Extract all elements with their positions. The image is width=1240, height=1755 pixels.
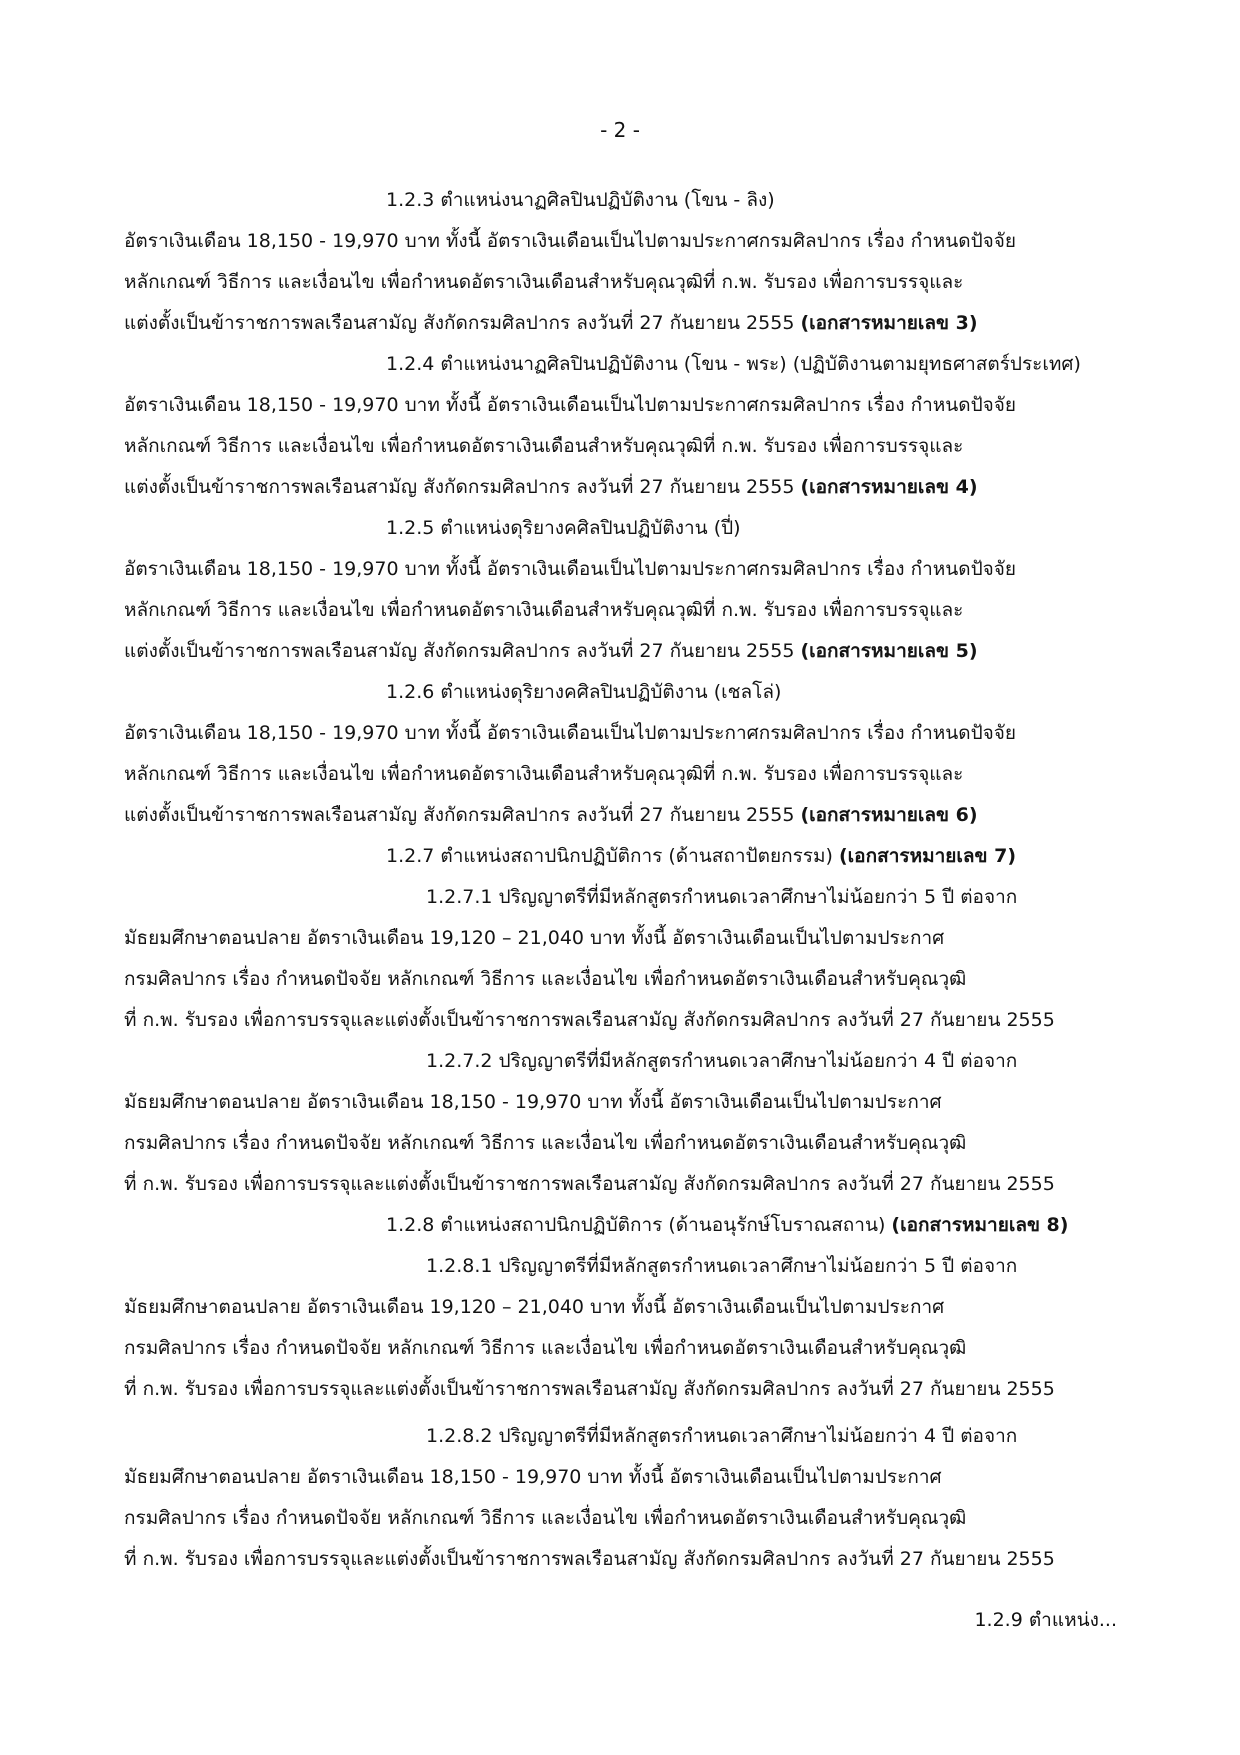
paragraph-line: หลักเกณฑ์ วิธีการ และเงื่อนไข เพื่อกำหนดอัตราเงินเดือนสำหรับคุณวุฒิที่ ก.พ. รับรอง เพื่อการบรรจุและ bbox=[124, 599, 964, 621]
paragraph-line: อัตราเงินเดือน 18,150 - 19,970 บาท ทั้งนี้ อัตราเงินเดือนเป็นไปตามประกาศกรมศิลปากร เรื่อง กำหนดปัจจัย bbox=[124, 230, 1017, 252]
paragraph-line: หลักเกณฑ์ วิธีการ และเงื่อนไข เพื่อกำหนดอัตราเงินเดือนสำหรับคุณวุฒิที่ ก.พ. รับรอง เพื่อการบรรจุและ bbox=[124, 763, 964, 785]
paragraph-line: หลักเกณฑ์ วิธีการ และเงื่อนไข เพื่อกำหนดอัตราเงินเดือนสำหรับคุณวุฒิที่ ก.พ. รับรอง เพื่อการบรรจุและ bbox=[124, 271, 964, 293]
paragraph-line: มัธยมศึกษาตอนปลาย อัตราเงินเดือน 19,120 – 21,040 บาท ทั้งนี้ อัตราเงินเดือนเป็นไปตามประกาศ bbox=[124, 927, 945, 949]
paragraph-line: กรมศิลปากร เรื่อง กำหนดปัจจัย หลักเกณฑ์ วิธีการ และเงื่อนไข เพื่อกำหนดอัตราเงินเดือนสำหรับคุณวุฒิ bbox=[124, 1507, 967, 1529]
paragraph-line: มัธยมศึกษาตอนปลาย อัตราเงินเดือน 18,150 - 19,970 บาท ทั้งนี้ อัตราเงินเดือนเป็นไปตามประกาศ bbox=[124, 1466, 942, 1488]
section-heading: 1.2.8 ตำแหน่งสถาปนิกปฏิบัติการ (ด้านอนุรักษ์โบราณสถาน) (เอกสารหมายเลข 8) bbox=[386, 1214, 1069, 1236]
document-reference: (เอกสารหมายเลข 8) bbox=[891, 1214, 1069, 1236]
continuation-note: 1.2.9 ตำแหน่ง... bbox=[974, 1609, 1117, 1631]
section-heading: 1.2.5 ตำแหน่งดุริยางคศิลปินปฏิบัติงาน (ปี่) bbox=[386, 517, 741, 539]
paragraph-line: ที่ ก.พ. รับรอง เพื่อการบรรจุและแต่งตั้งเป็นข้าราชการพลเรือนสามัญ สังกัดกรมศิลปากร ลงวันที่ 27 กันยายน 2555 bbox=[124, 1173, 1055, 1195]
paragraph-line: มัธยมศึกษาตอนปลาย อัตราเงินเดือน 19,120 – 21,040 บาท ทั้งนี้ อัตราเงินเดือนเป็นไปตามประกาศ bbox=[124, 1296, 945, 1318]
document-reference: (เอกสารหมายเลข 3) bbox=[800, 312, 978, 334]
section-heading: 1.2.6 ตำแหน่งดุริยางคศิลปินปฏิบัติงาน (เชลโล่) bbox=[386, 681, 782, 703]
paragraph-line: อัตราเงินเดือน 18,150 - 19,970 บาท ทั้งนี้ อัตราเงินเดือนเป็นไปตามประกาศกรมศิลปากร เรื่อง กำหนดปัจจัย bbox=[124, 394, 1017, 416]
paragraph-line: แต่งตั้งเป็นข้าราชการพลเรือนสามัญ สังกัดกรมศิลปากร ลงวันที่ 27 กันยายน 2555 (เอกสารหมายเลข 5) bbox=[124, 640, 978, 662]
page-number: - 2 - bbox=[600, 118, 640, 142]
paragraph-line: แต่งตั้งเป็นข้าราชการพลเรือนสามัญ สังกัดกรมศิลปากร ลงวันที่ 27 กันยายน 2555 (เอกสารหมายเลข 6) bbox=[124, 804, 978, 826]
paragraph-line: ที่ ก.พ. รับรอง เพื่อการบรรจุและแต่งตั้งเป็นข้าราชการพลเรือนสามัญ สังกัดกรมศิลปากร ลงวันที่ 27 กันยายน 2555 bbox=[124, 1009, 1055, 1031]
section-heading: 1.2.4 ตำแหน่งนาฏศิลปินปฏิบัติงาน (โขน - พระ) (ปฏิบัติงานตามยุทธศาสตร์ประเทศ) bbox=[386, 353, 1081, 375]
paragraph-line: ที่ ก.พ. รับรอง เพื่อการบรรจุและแต่งตั้งเป็นข้าราชการพลเรือนสามัญ สังกัดกรมศิลปากร ลงวันที่ 27 กันยายน 2555 bbox=[124, 1378, 1055, 1400]
paragraph-line: มัธยมศึกษาตอนปลาย อัตราเงินเดือน 18,150 - 19,970 บาท ทั้งนี้ อัตราเงินเดือนเป็นไปตามประกาศ bbox=[124, 1091, 942, 1113]
subsection-heading: 1.2.8.2 ปริญญาตรีที่มีหลักสูตรกำหนดเวลาศึกษาไม่น้อยกว่า 4 ปี ต่อจาก bbox=[426, 1425, 1018, 1447]
section-heading: 1.2.7 ตำแหน่งสถาปนิกปฏิบัติการ (ด้านสถาปัตยกรรม) (เอกสารหมายเลข 7) bbox=[386, 845, 1017, 867]
subsection-heading: 1.2.7.2 ปริญญาตรีที่มีหลักสูตรกำหนดเวลาศึกษาไม่น้อยกว่า 4 ปี ต่อจาก bbox=[426, 1050, 1018, 1072]
paragraph-line: อัตราเงินเดือน 18,150 - 19,970 บาท ทั้งนี้ อัตราเงินเดือนเป็นไปตามประกาศกรมศิลปากร เรื่อง กำหนดปัจจัย bbox=[124, 722, 1017, 744]
document-reference: (เอกสารหมายเลข 6) bbox=[800, 804, 978, 826]
section-heading: 1.2.3 ตำแหน่งนาฏศิลปินปฏิบัติงาน (โขน - ลิง) bbox=[386, 189, 775, 211]
paragraph-line: แต่งตั้งเป็นข้าราชการพลเรือนสามัญ สังกัดกรมศิลปากร ลงวันที่ 27 กันยายน 2555 (เอกสารหมายเลข 3) bbox=[124, 312, 978, 334]
paragraph-line: กรมศิลปากร เรื่อง กำหนดปัจจัย หลักเกณฑ์ วิธีการ และเงื่อนไข เพื่อกำหนดอัตราเงินเดือนสำหรับคุณวุฒิ bbox=[124, 1337, 967, 1359]
paragraph-line: ที่ ก.พ. รับรอง เพื่อการบรรจุและแต่งตั้งเป็นข้าราชการพลเรือนสามัญ สังกัดกรมศิลปากร ลงวันที่ 27 กันยายน 2555 bbox=[124, 1548, 1055, 1570]
document-reference: (เอกสารหมายเลข 4) bbox=[800, 476, 978, 498]
paragraph-line: อัตราเงินเดือน 18,150 - 19,970 บาท ทั้งนี้ อัตราเงินเดือนเป็นไปตามประกาศกรมศิลปากร เรื่อง กำหนดปัจจัย bbox=[124, 558, 1017, 580]
document-reference: (เอกสารหมายเลข 7) bbox=[839, 845, 1017, 867]
subsection-heading: 1.2.7.1 ปริญญาตรีที่มีหลักสูตรกำหนดเวลาศึกษาไม่น้อยกว่า 5 ปี ต่อจาก bbox=[426, 886, 1018, 908]
paragraph-line: กรมศิลปากร เรื่อง กำหนดปัจจัย หลักเกณฑ์ วิธีการ และเงื่อนไข เพื่อกำหนดอัตราเงินเดือนสำหรับคุณวุฒิ bbox=[124, 968, 967, 990]
paragraph-line: หลักเกณฑ์ วิธีการ และเงื่อนไข เพื่อกำหนดอัตราเงินเดือนสำหรับคุณวุฒิที่ ก.พ. รับรอง เพื่อการบรรจุและ bbox=[124, 435, 964, 457]
paragraph-line: แต่งตั้งเป็นข้าราชการพลเรือนสามัญ สังกัดกรมศิลปากร ลงวันที่ 27 กันยายน 2555 (เอกสารหมายเลข 4) bbox=[124, 476, 978, 498]
document-reference: (เอกสารหมายเลข 5) bbox=[800, 640, 978, 662]
subsection-heading: 1.2.8.1 ปริญญาตรีที่มีหลักสูตรกำหนดเวลาศึกษาไม่น้อยกว่า 5 ปี ต่อจาก bbox=[426, 1255, 1018, 1277]
paragraph-line: กรมศิลปากร เรื่อง กำหนดปัจจัย หลักเกณฑ์ วิธีการ และเงื่อนไข เพื่อกำหนดอัตราเงินเดือนสำหรับคุณวุฒิ bbox=[124, 1132, 967, 1154]
